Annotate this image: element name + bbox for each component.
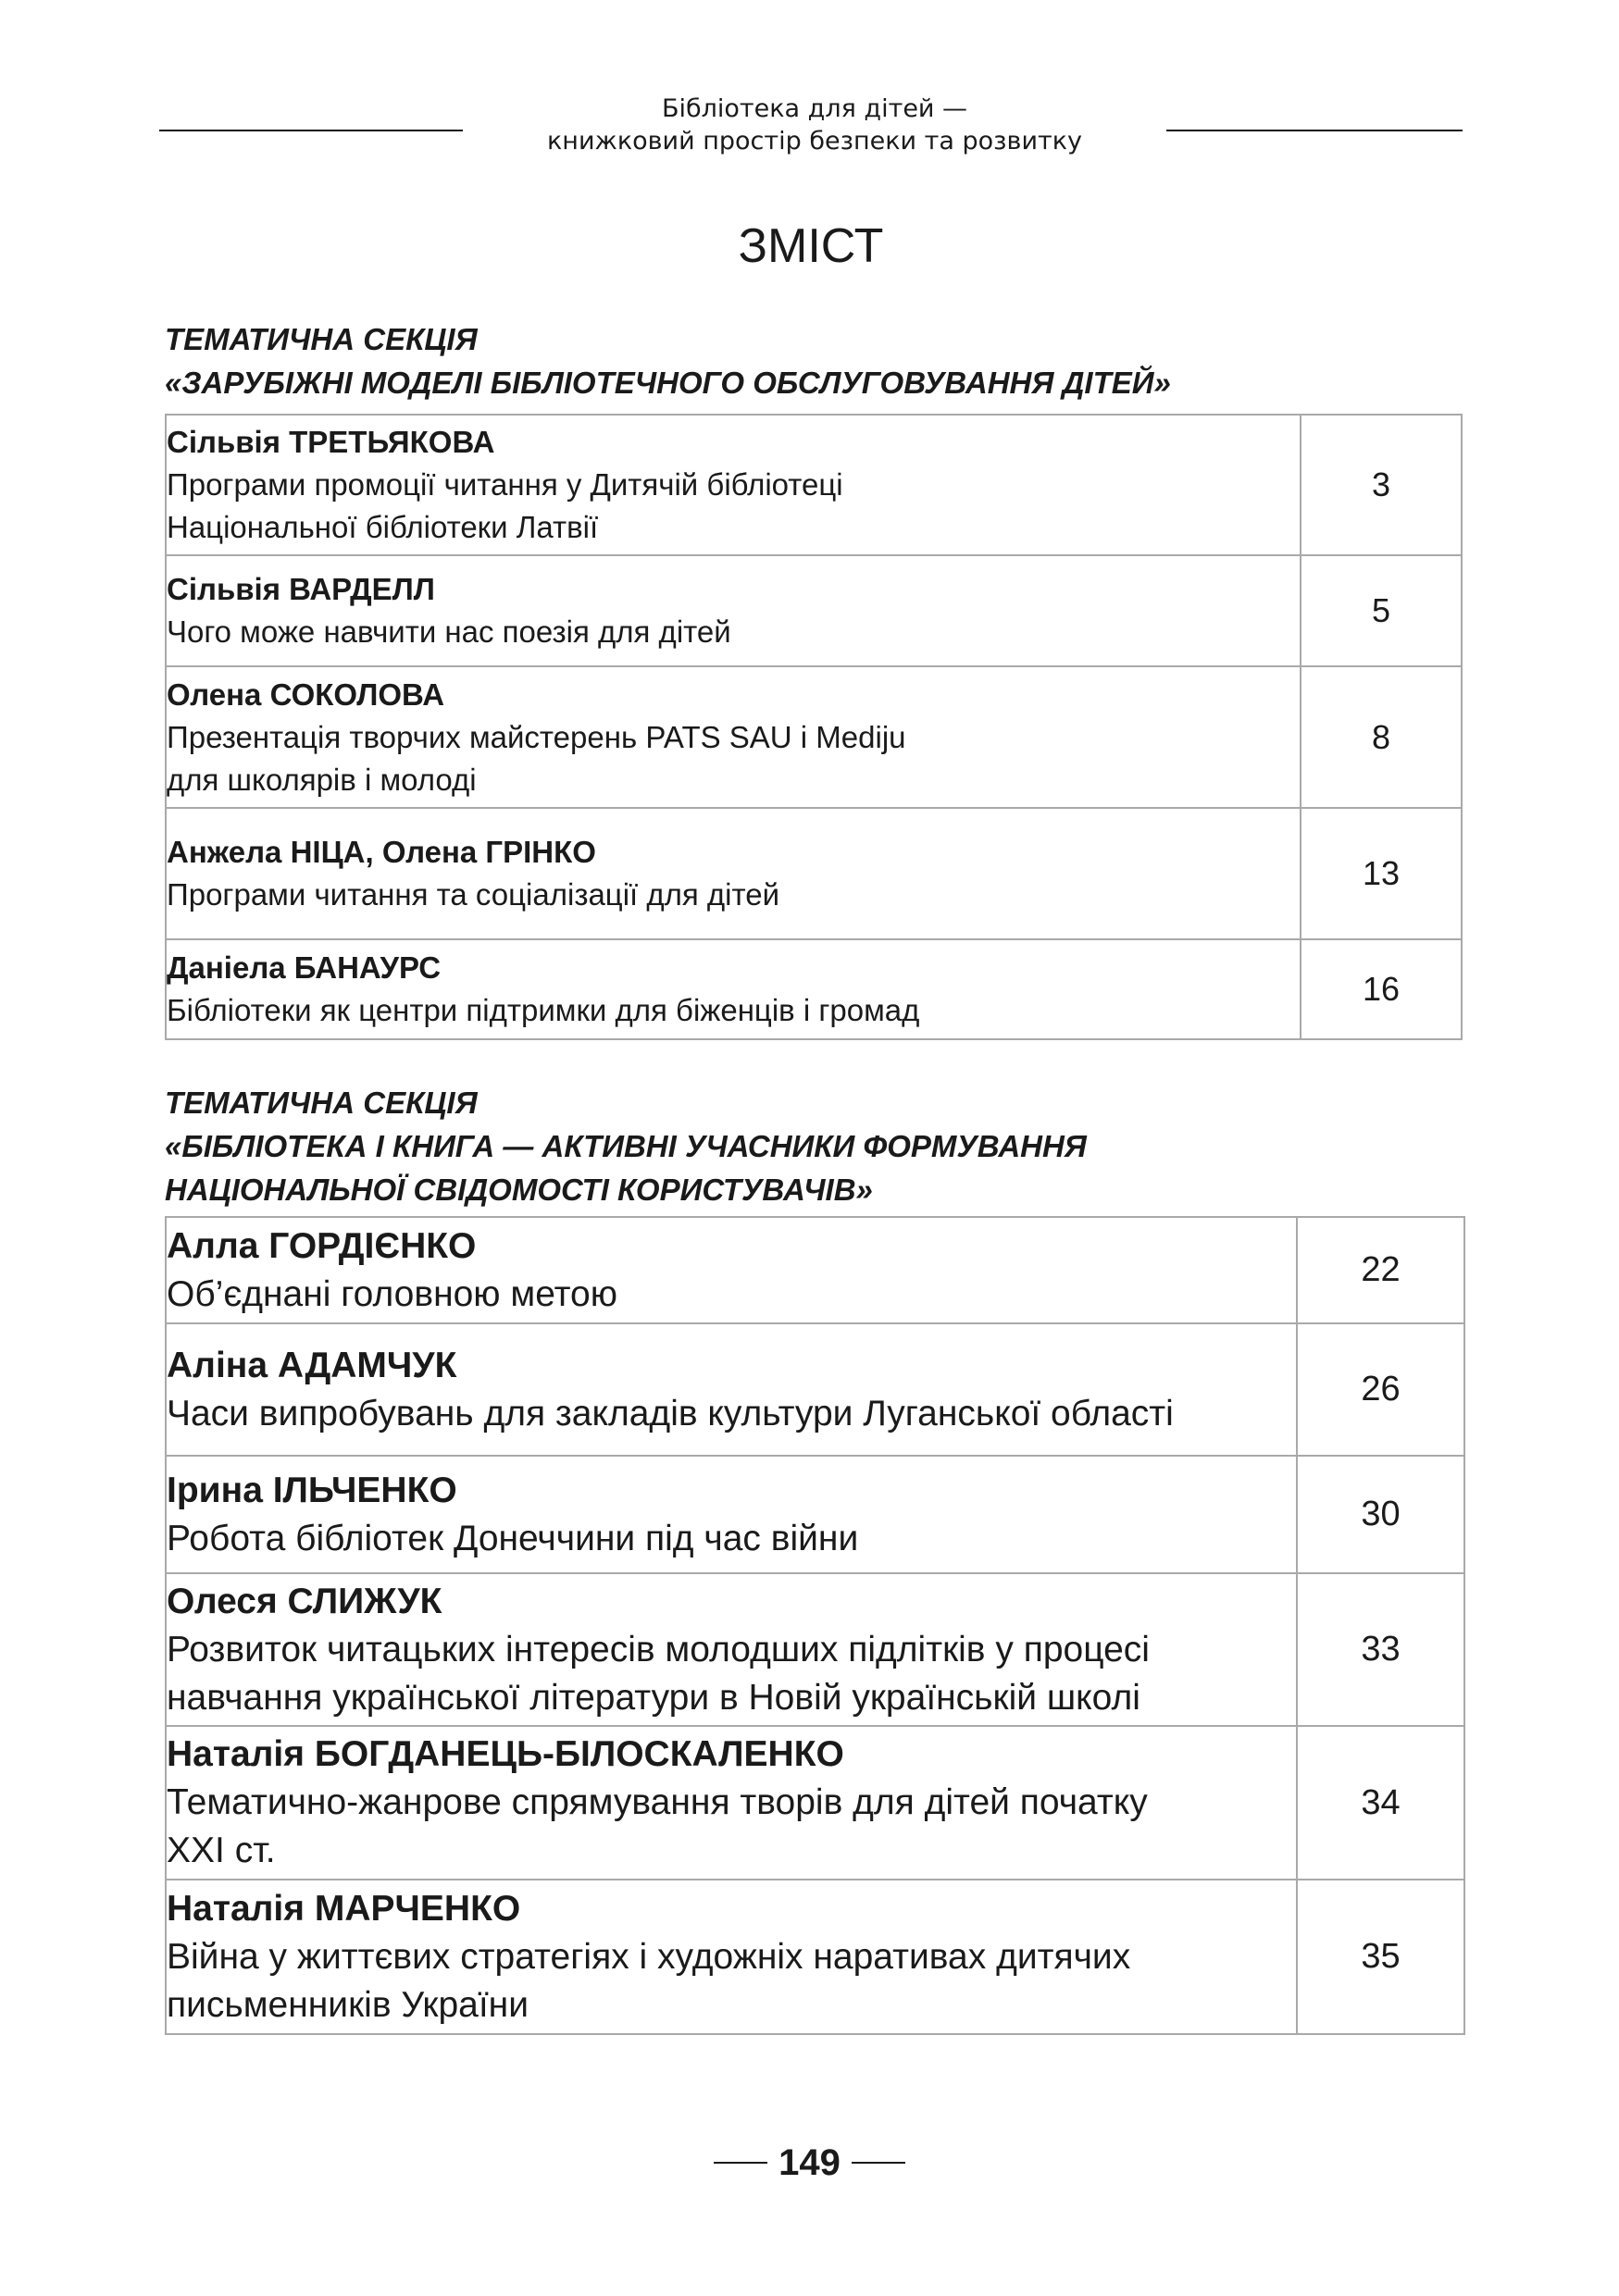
- section-heading-line: ТЕМАТИЧНА СЕКЦІЯ: [165, 322, 478, 356]
- toc-row: [166, 1323, 1464, 1456]
- entry-page-number: 33: [1297, 1573, 1464, 1726]
- page-title: ЗМІСТ: [738, 219, 884, 273]
- toc-entry: [166, 1456, 1297, 1573]
- entry-title-line: Програми промоції читання у Дитячій бібліотеці: [167, 467, 843, 502]
- entry-page-number: 3: [1301, 415, 1462, 555]
- toc-entry: [166, 1217, 1297, 1323]
- entry-author: Наталія БОГДАНЕЦЬ-БІЛОСКАЛЕНКО: [167, 1734, 844, 1774]
- running-header: [159, 93, 1463, 167]
- entry-author: Анжела НІЦА, Олена ГРІНКО: [167, 835, 596, 869]
- entry-title-line: Чого може навчити нас поезія для дітей: [167, 614, 731, 649]
- entry-author: Сільвія ТРЕТЬЯКОВА: [167, 425, 495, 459]
- entry-title-line: Національної бібліотеки Латвії: [167, 510, 599, 544]
- entry-title-line: Часи випробувань для закладів культури Луганської області: [167, 1393, 1174, 1433]
- section-heading-1: [165, 317, 1461, 404]
- toc-entry: [166, 415, 1301, 555]
- entry-page-number: 5: [1301, 555, 1462, 666]
- toc-entry: [166, 939, 1301, 1039]
- toc-entry: [166, 555, 1301, 666]
- toc-entry: [166, 666, 1301, 808]
- entry-page-number: 22: [1297, 1217, 1464, 1323]
- running-header-line-1: Бібліотека для дітей —: [661, 94, 968, 123]
- entry-author: Аліна АДАМЧУК: [167, 1345, 457, 1385]
- header-rule-right: [1166, 130, 1463, 131]
- toc-row: [166, 1726, 1464, 1880]
- entry-author: Ірина ІЛЬЧЕНКО: [167, 1470, 457, 1510]
- entry-page-number: 13: [1301, 808, 1462, 939]
- entry-title-line: навчання української літератури в Новій українській школі: [167, 1677, 1140, 1718]
- entry-title-line: Бібліотеки як центри підтримки для біженців і громад: [167, 993, 920, 1027]
- entry-author: Наталія МАРЧЕНКО: [167, 1888, 521, 1929]
- toc-entry: [166, 1573, 1297, 1726]
- toc-row: [166, 808, 1462, 939]
- entry-author: Алла ГОРДІЄНКО: [167, 1225, 477, 1266]
- entry-title-line: для школярів і молоді: [167, 762, 477, 797]
- toc-entry: [166, 1880, 1297, 2034]
- toc-table-section-1: [165, 414, 1463, 1040]
- entry-page-number: 30: [1297, 1456, 1464, 1573]
- page-number-footer: [0, 2140, 1619, 2186]
- entry-author: Олена СОКОЛОВА: [167, 676, 445, 712]
- entry-author: Сільвія ВАРДЕЛЛ: [167, 572, 435, 606]
- entry-title-line: Розвиток читацьких інтересів молодших підлітків у процесі: [167, 1629, 1150, 1669]
- toc-row: [166, 939, 1462, 1039]
- toc-entry: [166, 1323, 1297, 1456]
- page-number-rule-left: [714, 2162, 767, 2164]
- toc-row: [166, 1573, 1464, 1726]
- section-heading-2: [165, 1081, 1461, 1211]
- section-heading-line: ТЕМАТИЧНА СЕКЦІЯ: [165, 1086, 478, 1120]
- entry-title-line: Програми читання та соціалізації для дітей: [167, 877, 780, 912]
- toc-table-section-2: [165, 1216, 1465, 2035]
- toc-row: [166, 1880, 1464, 2034]
- toc-entry: [166, 1726, 1297, 1880]
- entry-title-line: Презентація творчих майстерень PATS SAU і Mediju: [167, 719, 906, 754]
- toc-row: [166, 555, 1462, 666]
- entry-page-number: 34: [1297, 1726, 1464, 1880]
- toc-row: [166, 415, 1462, 555]
- running-header-line-2: книжковий простір безпеки та розвитку: [546, 127, 1083, 155]
- entry-page-number: 35: [1297, 1880, 1464, 2034]
- toc-row: [166, 1456, 1464, 1573]
- entry-title-line: письменників України: [167, 1984, 529, 2025]
- entry-page-number: 8: [1301, 666, 1462, 808]
- entry-author: Даніела БАНАУРС: [167, 950, 442, 985]
- entry-author: Олеся СЛИЖУК: [167, 1581, 442, 1621]
- page-number-rule-right: [852, 2162, 905, 2164]
- entry-title-line: Тематично-жанрове спрямування творів для дітей початку: [167, 1782, 1148, 1822]
- entry-page-number: 16: [1301, 939, 1462, 1039]
- toc-row: [166, 1217, 1464, 1323]
- entry-title-line: Об’єднані головною метою: [167, 1273, 617, 1314]
- page-number: 149: [778, 2142, 841, 2183]
- section-heading-line: НАЦІОНАЛЬНОЇ СВІДОМОСТІ КОРИСТУВАЧІВ»: [165, 1173, 873, 1207]
- entry-page-number: 26: [1297, 1323, 1464, 1456]
- toc-entry: [166, 808, 1301, 939]
- section-heading-line: «БІБЛІОТЕКА І КНИГА — АКТИВНІ УЧАСНИКИ ФОРМУВАННЯ: [165, 1129, 1087, 1163]
- entry-title-line: Робота бібліотек Донеччини під час війни: [167, 1518, 859, 1558]
- header-rule-left: [159, 130, 463, 131]
- toc-row: [166, 666, 1462, 808]
- running-header-text: [463, 93, 1166, 157]
- entry-title-line: Війна у життєвих стратегіях і художніх наративах дитячих: [167, 1936, 1131, 1977]
- section-heading-line: «ЗАРУБІЖНІ МОДЕЛІ БІБЛІОТЕЧНОГО ОБСЛУГОВУВАННЯ ДІТЕЙ»: [165, 366, 1171, 400]
- entry-title-line: XXI ст.: [167, 1831, 276, 1870]
